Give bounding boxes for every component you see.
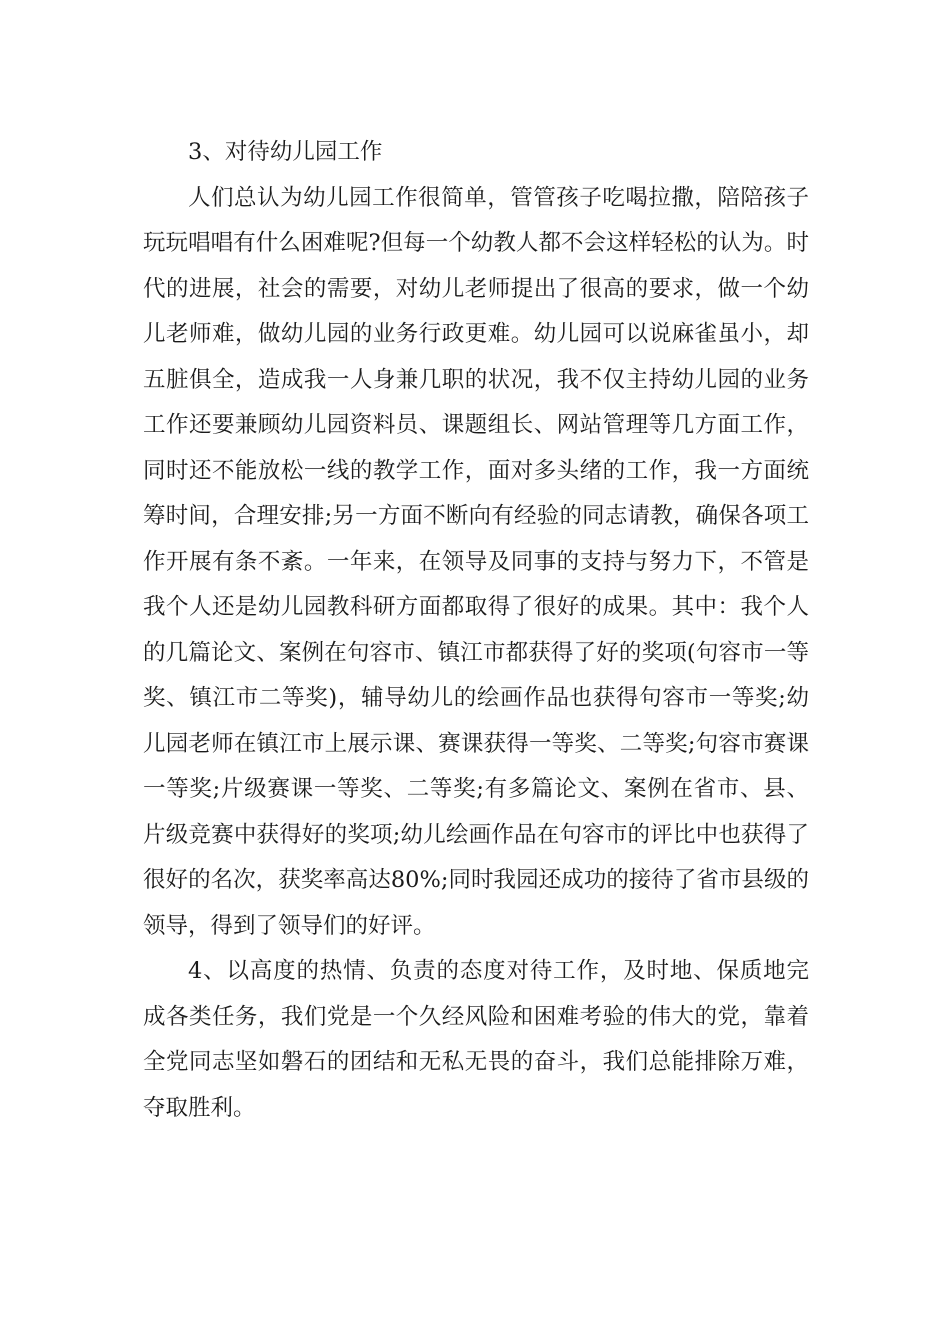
section-3-paragraph: 人们总认为幼儿园工作很简单，管管孩子吃喝拉撒，陪陪孩子玩玩唱唱有什么困难呢?但每一个幼教人都不会这样轻松的认为。时代的进展，社会的需要，对幼儿老师提出了很高的要求，做一个幼儿老师难，做幼儿园的业务行政更难。幼儿园可以说麻雀虽小，却五脏俱全，造成我一人身兼几职的状况，我不仅主持幼儿园的业务工作还要兼顾幼儿园资料员、课题组长、网站管理等几方面工作，同时还不能放松一线的教学工作，面对多头绪的工作，我一方面统筹时间，合理安排;另一方面不断向有经验的同志请教，确保各项工作开展有条不紊。一年来，在领导及同事的支持与努力下，不管是我个人还是幼儿园教科研方面都取得了很好的成果。其中：我个人的几篇论文、案例在句容市、镇江市都获得了好的奖项(句容市一等奖、镇江市二等奖)，辅导幼儿的绘画作品也获得句容市一等奖;幼儿园老师在镇江市上展示课、赛课获得一等奖、二等奖;句容市赛课一等奖;片级赛课一等奖、二等奖;有多篇论文、案例在省市、县、片级竞赛中获得好的奖项;幼儿绘画作品在句容市的评比中也获得了很好的名次，获奖率高达80%;同时我园还成功的接待了省市县级的领导，得到了领导们的好评。 xyxy=(143,184,809,939)
section-3-heading: 3、对待幼儿园工作 xyxy=(188,139,383,165)
section-4-paragraph: 4、以高度的热情、负责的态度对待工作，及时地、保质地完成各类任务，我们党是一个久经风险和困难考验的伟大的党，靠着全党同志坚如磐石的团结和无私无畏的奋斗，我们总能排除万难，夺取胜利。 xyxy=(143,958,809,1121)
document-body xyxy=(143,130,809,1131)
